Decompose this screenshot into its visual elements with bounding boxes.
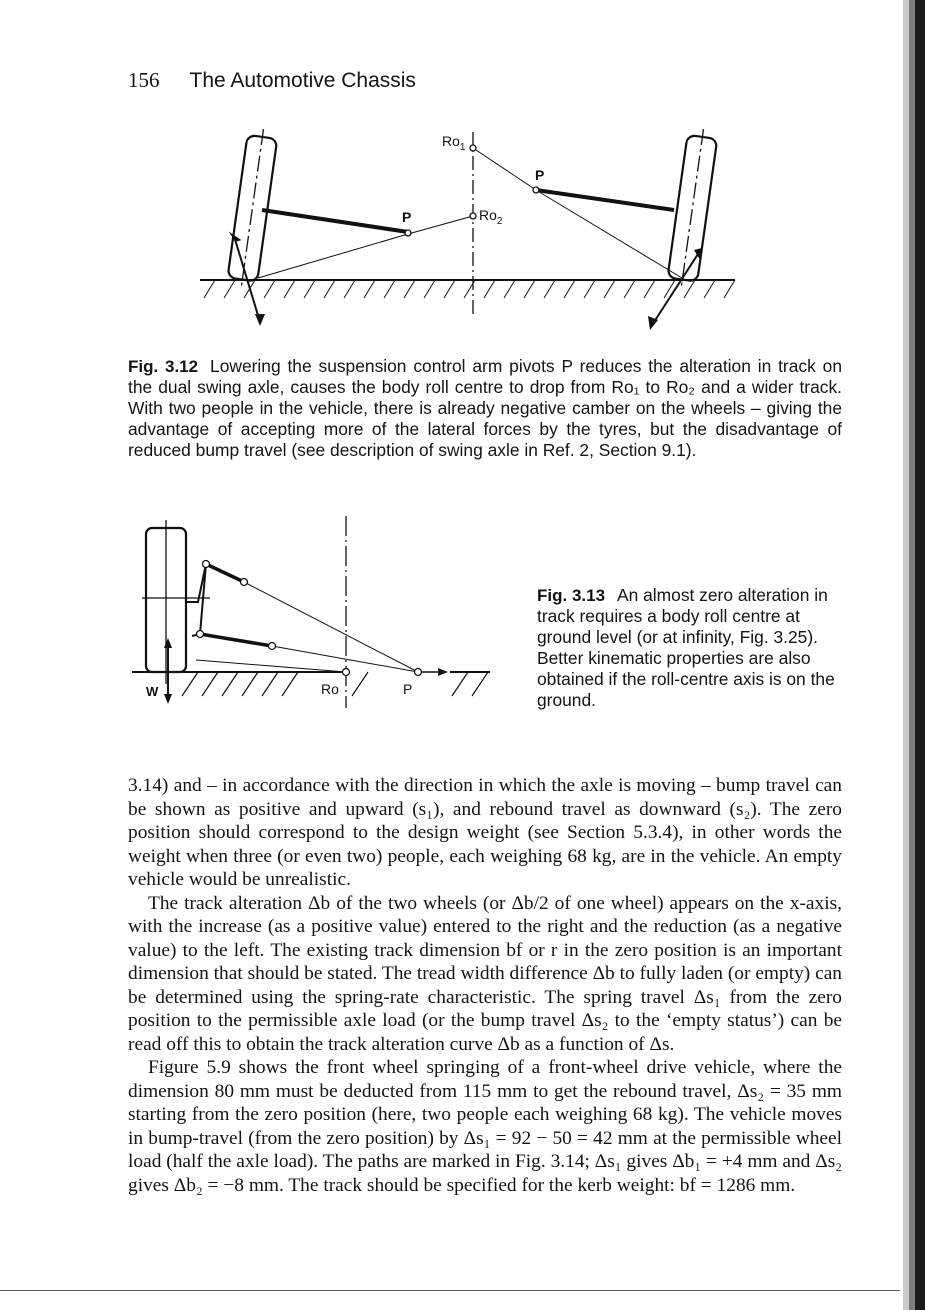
- ro2-point: [470, 213, 476, 219]
- paragraph: The track alteration Δb of the two wheels (or Δb/2 of one wheel) appears on the x-axis, with the increase (as a positive value) entered to the right and the reduction (as a negative value) to the left. The existing track dimension bf or r in the zero position is an important dimension that should be stated. The tread width difference Δb to fully laden (or empty) can be determined using the spring-rate characteristic. The spring travel Δs₁ from the zero position to the permissible axle load (or the bump travel Δs₂ to the ‘empty status’) can be read off this to obtain the track alteration curve Δb as a function of Δs.: [128, 892, 842, 1055]
- page-header: [128, 68, 416, 93]
- page-number: 156: [128, 68, 160, 92]
- ground-hatching: [204, 280, 735, 298]
- paragraph: 3.14) and – in accordance with the direction in which the axle is moving – bump travel can be shown as positive and upward (s₁), and rebound travel as downward (s₂). The zero position should correspond to the design weight (see Section 5.3.4), in other words the weight when three (or even two) people, each weighing 68 kg, are in the vehicle. An empty vehicle would be unrealistic.: [128, 775, 842, 890]
- caption-text: Lowering the suspension control arm pivots P reduces the alteration in track on the dual swing axle, causes the body roll centre to drop from Ro₁ to Ro₂ and a wider track. With two people in the vehicle, there is already negative camber on the wheels – giving the advantage of accepting more of the lateral forces by the tyres, but the disadvantage of reduced bump travel (see description of swing axle in Ref. 2, Section 9.1).: [128, 356, 842, 460]
- p-right-label: P: [535, 167, 545, 183]
- right-force-arrow: [654, 254, 698, 322]
- ro-point: [343, 669, 350, 676]
- caption-text: An almost zero alteration in track requires a body roll centre at ground level (or at infinity, Fig. 3.25). Better kinematic properties are also obtained if the roll-centre axis is on the ground.: [537, 585, 835, 710]
- bottom-rule: [0, 1290, 900, 1291]
- caption-label: Fig. 3.13: [537, 586, 606, 605]
- ro1-label: $Ro_1$: [442, 133, 466, 153]
- lower-link: [200, 634, 272, 646]
- body-text: [128, 774, 842, 1197]
- ro1-point: [470, 145, 476, 151]
- caption-fig-3-12: [128, 356, 842, 461]
- page-binding-edge: [897, 0, 925, 1310]
- right-control-arm: [536, 190, 674, 210]
- upper-link: [206, 564, 244, 582]
- left-pivot-p: [405, 230, 411, 236]
- p-point: [415, 669, 422, 676]
- wheel: [142, 520, 210, 684]
- left-control-arm: [262, 210, 408, 232]
- left-wheel: [226, 127, 278, 292]
- upper-outer-joint: [203, 561, 210, 568]
- w-label: W: [146, 684, 159, 699]
- p-label: P: [403, 681, 413, 697]
- paragraph: Figure 5.9 shows the front wheel springing of a front-wheel drive vehicle, where the dimension 80 mm must be deducted from 115 mm to get the rebound travel, Δs₂ = 35 mm starting from the zero position (here, two people each weighing 68 kg). The vehicle moves in bump-travel (from the zero position) by Δs₁ = 92 − 50 = 42 mm at the permissible wheel load (half the axle load). The paths are marked in Fig. 3.14; Δs₁ gives Δb₁ = +4 mm and Δs₂ gives Δb₂ = −8 mm. The track should be specified for the kerb weight: bf = 1286 mm.: [128, 1057, 842, 1196]
- caption-fig-3-13: [537, 585, 837, 711]
- p-left-label: P: [402, 209, 412, 225]
- figure-3-13: [128, 512, 508, 712]
- wheel-carrier: [186, 564, 206, 636]
- right-pivot-p: [533, 187, 539, 193]
- ro-label: Ro: [321, 681, 339, 697]
- caption-label: Fig. 3.12: [128, 357, 199, 376]
- figure-3-12: [190, 118, 750, 333]
- lower-pivot: [269, 643, 276, 650]
- lower-outer-joint: [197, 631, 204, 638]
- ro2-label: $Ro_2$: [479, 207, 503, 227]
- upper-pivot: [241, 579, 248, 586]
- running-title: The Automotive Chassis: [189, 69, 416, 92]
